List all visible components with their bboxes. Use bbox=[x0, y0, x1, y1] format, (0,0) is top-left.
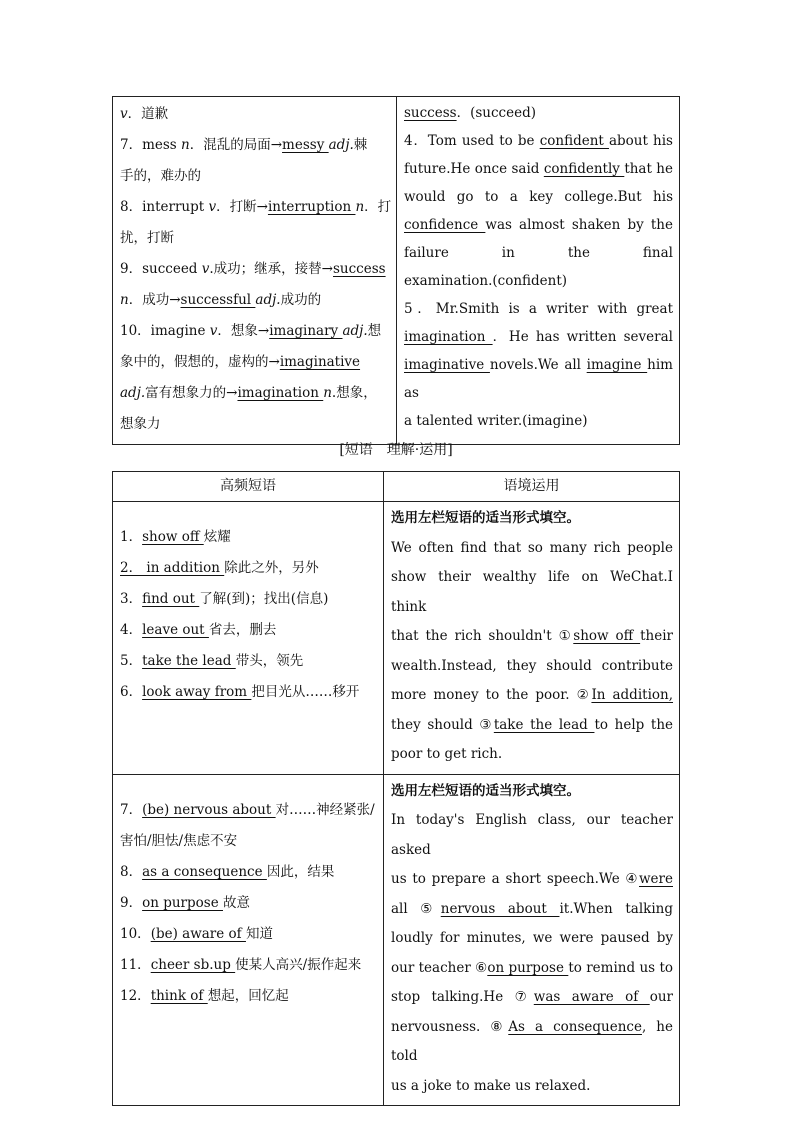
vocab-line: future.He once said confidently that he bbox=[404, 161, 673, 177]
vocab-line: imaginative novels.We all imagine him as bbox=[404, 357, 673, 401]
vocab-line: 4．Tom used to be confident about his bbox=[404, 133, 673, 149]
passage-line: In today's English class, our teacher asked bbox=[391, 812, 673, 858]
phrase-item: 3．find out 了解(到)；找出(信息) bbox=[120, 591, 329, 607]
passage-line: stop talking.He ⑦was aware of our bbox=[391, 989, 673, 1005]
vocab-line: 手的，难办的 bbox=[120, 168, 201, 184]
vocab-line: would go to a key college.But his bbox=[404, 189, 673, 205]
vocab-table bbox=[112, 96, 680, 445]
vocab-line: 5．Mr.Smith is a writer with great bbox=[404, 301, 673, 317]
vocab-line: 象中的，假想的，虚构的→imaginative bbox=[120, 354, 361, 370]
phrase-item: 12．think of 想起，回忆起 bbox=[120, 987, 289, 1004]
vocab-right-cell bbox=[397, 97, 680, 445]
passage-line: nervousness. ⑧As a consequence, he told bbox=[391, 1018, 673, 1064]
vocab-line: adj.富有想象力的→imagination n.想象， bbox=[120, 385, 377, 401]
phrase-list-1 bbox=[113, 502, 384, 775]
phrase-item: 4．leave out 省去，删去 bbox=[120, 622, 277, 638]
passage-line: loudly for minutes, we were paused by bbox=[391, 930, 673, 946]
vocab-left-cell bbox=[113, 97, 397, 445]
vocab-line: a talented writer.(imagine) bbox=[404, 413, 588, 429]
passage-line: us a joke to make us relaxed. bbox=[391, 1077, 591, 1094]
context-cell-1 bbox=[384, 502, 680, 775]
vocab-line: confidence was almost shaken by the bbox=[404, 217, 673, 233]
passage-line: all ⑤nervous about it.When talking bbox=[391, 900, 673, 917]
passage-line: show their wealthy life on WeChat.I think bbox=[391, 569, 673, 615]
vocab-line: 9．succeed v.成功；继承，接替→success bbox=[120, 261, 386, 277]
passage-line: that the rich shouldn't ①show off their bbox=[391, 628, 673, 644]
passage-line: they should ③take the lead to help the bbox=[391, 716, 674, 733]
vocab-line: failure in the final bbox=[404, 245, 673, 261]
vocab-line: 想象力 bbox=[120, 416, 161, 432]
vocab-line: v．道歉 bbox=[120, 106, 169, 122]
phrase-item: 8．as a consequence 因此，结果 bbox=[120, 863, 335, 880]
passage-line: We often find that so many rich people bbox=[391, 539, 673, 556]
phrase-item: 10．(be) aware of 知道 bbox=[120, 925, 273, 942]
instruction: 选用左栏短语的适当形式填空。 bbox=[391, 510, 580, 526]
instruction: 选用左栏短语的适当形式填空。 bbox=[391, 782, 580, 799]
phrase-item: 2． in addition 除此之外，另外 bbox=[120, 560, 319, 576]
vocab-line: 8．interrupt v．打断→interruption n．打 bbox=[120, 199, 392, 215]
header-left: 高频短语 bbox=[113, 472, 384, 502]
phrase-item: 9．on purpose 故意 bbox=[120, 894, 250, 911]
vocab-line: n．成功→successful adj.成功的 bbox=[120, 292, 322, 308]
phrase-item: 6．look away from 把目光从……移开 bbox=[120, 684, 360, 700]
vocab-line: 扰，打断 bbox=[120, 230, 174, 246]
section-caption: [短语 理解·运用] bbox=[339, 442, 453, 458]
vocab-line: success．(succeed) bbox=[404, 105, 536, 121]
passage-line: more money to the poor. ②In addition, bbox=[391, 687, 674, 703]
phrase-table bbox=[112, 471, 680, 1106]
phrase-list-2 bbox=[113, 774, 384, 1106]
phrase-item: 5．take the lead 带头，领先 bbox=[120, 653, 304, 669]
phrase-item: 害怕/胆怯/焦虑不安 bbox=[120, 832, 238, 849]
vocab-line: examination.(confident) bbox=[404, 273, 568, 289]
passage-line: wealth.Instead, they should contribute bbox=[391, 657, 673, 674]
vocab-line: 10．imagine v．想象→imaginary adj.想 bbox=[120, 323, 382, 339]
passage-line: poor to get rich. bbox=[391, 746, 503, 762]
phrase-item: 7．(be) nervous about 对……神经紧张/ bbox=[120, 801, 375, 818]
vocab-line: imagination ．He has written several bbox=[404, 329, 673, 345]
passage-line: us to prepare a short speech.We ④were bbox=[391, 871, 673, 887]
passage-line: our teacher ⑥on purpose to remind us to bbox=[391, 959, 674, 976]
header-right: 语境运用 bbox=[384, 472, 680, 502]
vocab-line: 7．mess n．混乱的局面→messy adj.棘 bbox=[120, 137, 368, 153]
phrase-item: 1．show off 炫耀 bbox=[120, 529, 231, 545]
phrase-item: 11．cheer sb.up 使某人高兴/振作起来 bbox=[120, 956, 362, 973]
context-cell-2 bbox=[384, 774, 680, 1106]
